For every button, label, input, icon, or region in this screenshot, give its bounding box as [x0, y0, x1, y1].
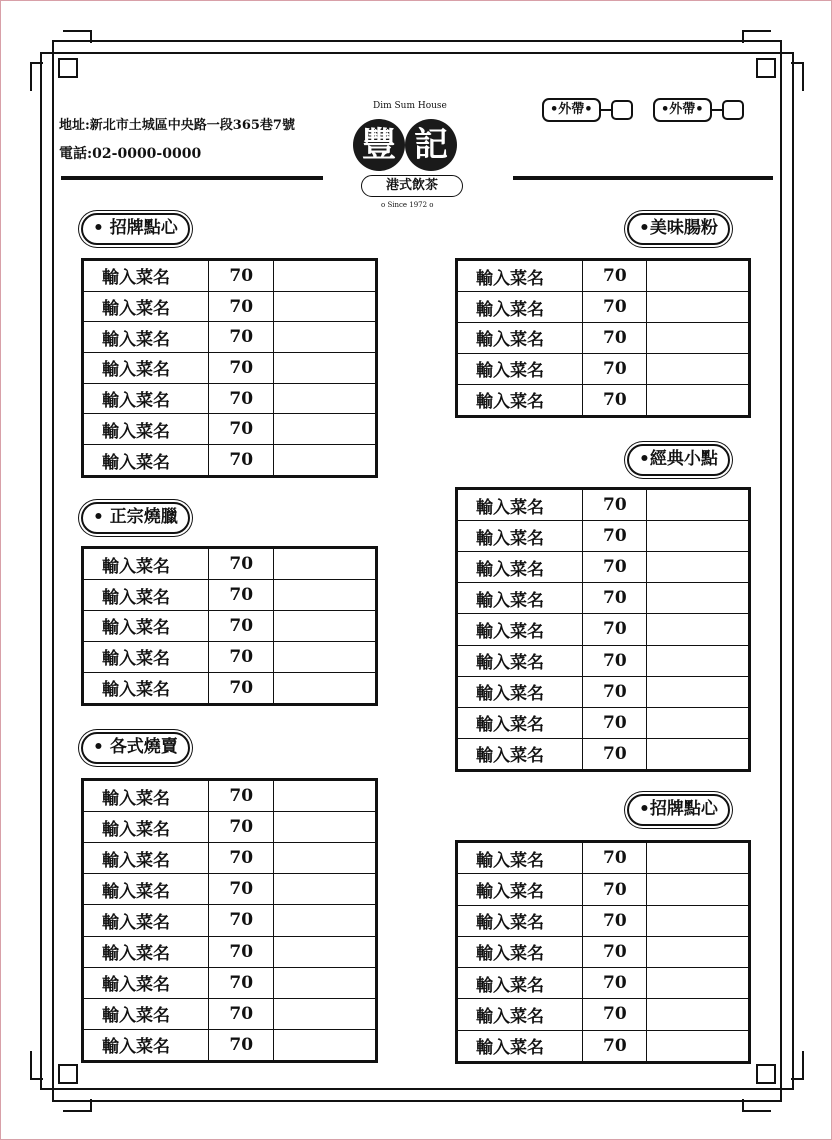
dish-name[interactable]: 輸入菜名	[83, 353, 209, 384]
dish-price[interactable]: 70	[582, 384, 646, 416]
dish-name[interactable]: 輸入菜名	[83, 260, 209, 292]
quantity-cell[interactable]	[274, 780, 377, 812]
dish-price[interactable]: 70	[582, 489, 646, 521]
dish-name[interactable]: 輸入菜名	[457, 842, 583, 874]
dish-price[interactable]: 70	[209, 905, 274, 936]
dish-name[interactable]: 輸入菜名	[457, 936, 583, 967]
quantity-cell[interactable]	[274, 291, 377, 322]
menu-row	[83, 414, 377, 445]
menu-row	[457, 1030, 750, 1062]
quantity-cell[interactable]	[647, 936, 750, 967]
menu-row	[457, 968, 750, 999]
menu-row	[83, 383, 377, 414]
logo-char-2: 記	[405, 119, 457, 171]
dish-name[interactable]: 輸入菜名	[457, 353, 583, 384]
dish-name[interactable]: 輸入菜名	[457, 707, 583, 738]
dish-price[interactable]: 70	[209, 580, 274, 611]
menu-row	[83, 580, 377, 611]
dish-name[interactable]: 輸入菜名	[457, 384, 583, 416]
dish-price[interactable]: 70	[209, 843, 274, 874]
dish-name[interactable]: 輸入菜名	[83, 580, 209, 611]
dish-name[interactable]: 輸入菜名	[457, 614, 583, 645]
quantity-cell[interactable]	[647, 614, 750, 645]
dish-price[interactable]: 70	[582, 707, 646, 738]
takeout-option-2[interactable]	[653, 98, 744, 122]
dish-name[interactable]: 輸入菜名	[83, 967, 209, 998]
dish-name[interactable]: 輸入菜名	[457, 874, 583, 905]
menu-table-classic-snacks	[455, 487, 751, 772]
dish-name[interactable]: 輸入菜名	[457, 552, 583, 583]
dish-price[interactable]: 70	[582, 999, 646, 1030]
dish-name[interactable]: 輸入菜名	[83, 445, 209, 477]
dish-price[interactable]: 70	[582, 323, 646, 354]
dish-price[interactable]: 70	[209, 445, 274, 477]
quantity-cell[interactable]	[274, 936, 377, 967]
connector	[601, 109, 611, 111]
dish-price[interactable]: 70	[582, 645, 646, 676]
section-title-classic-snacks: •經典小點	[627, 444, 730, 476]
takeout-checkbox[interactable]	[611, 100, 633, 120]
dish-name[interactable]: 輸入菜名	[83, 322, 209, 353]
logo-subtitle: 港式飲茶	[361, 175, 463, 197]
menu-row	[457, 614, 750, 645]
dish-price[interactable]: 70	[582, 583, 646, 614]
menu-row	[457, 936, 750, 967]
dish-price[interactable]: 70	[582, 905, 646, 936]
dish-name[interactable]: 輸入菜名	[457, 521, 583, 552]
menu-row	[457, 645, 750, 676]
menu-row	[83, 998, 377, 1029]
menu-row	[457, 738, 750, 770]
dish-name[interactable]: 輸入菜名	[83, 1029, 209, 1061]
menu-row	[457, 353, 750, 384]
quantity-cell[interactable]	[274, 905, 377, 936]
logo-char-1: 豐	[353, 119, 405, 171]
menu-row	[83, 874, 377, 905]
quantity-cell[interactable]	[274, 548, 377, 580]
dish-price[interactable]: 70	[582, 842, 646, 874]
dish-name[interactable]: 輸入菜名	[83, 905, 209, 936]
dish-price[interactable]: 70	[209, 353, 274, 384]
menu-row	[457, 842, 750, 874]
quantity-cell[interactable]	[647, 842, 750, 874]
dish-price[interactable]: 70	[582, 738, 646, 770]
connector	[712, 109, 722, 111]
menu-row	[457, 521, 750, 552]
dish-price[interactable]: 70	[209, 641, 274, 672]
quantity-cell[interactable]	[647, 645, 750, 676]
dish-name[interactable]: 輸入菜名	[83, 291, 209, 322]
dish-price[interactable]: 70	[582, 260, 646, 292]
dish-name[interactable]: 輸入菜名	[83, 874, 209, 905]
dish-name[interactable]: 輸入菜名	[457, 968, 583, 999]
dish-price[interactable]: 70	[209, 998, 274, 1029]
quantity-cell[interactable]	[274, 812, 377, 843]
dish-price[interactable]: 70	[582, 292, 646, 323]
dish-name[interactable]: 輸入菜名	[457, 676, 583, 707]
menu-row	[457, 292, 750, 323]
menu-row	[83, 291, 377, 322]
quantity-cell[interactable]	[647, 968, 750, 999]
dish-name[interactable]: 輸入菜名	[457, 583, 583, 614]
takeout-label: •外帶•	[542, 98, 601, 122]
menu-row	[457, 260, 750, 292]
dish-name[interactable]: 輸入菜名	[83, 843, 209, 874]
menu-row	[83, 780, 377, 812]
header-rule-left	[61, 176, 323, 180]
quantity-cell[interactable]	[647, 676, 750, 707]
dish-price[interactable]: 70	[209, 611, 274, 642]
dish-name[interactable]: 輸入菜名	[83, 672, 209, 704]
quantity-cell[interactable]	[274, 843, 377, 874]
menu-table-siumai	[81, 778, 378, 1063]
dish-price[interactable]: 70	[209, 260, 274, 292]
quantity-cell[interactable]	[647, 999, 750, 1030]
section-title-siumai: • 各式燒賣	[81, 732, 190, 764]
dish-price[interactable]: 70	[209, 967, 274, 998]
menu-row	[457, 999, 750, 1030]
dish-name[interactable]: 輸入菜名	[83, 780, 209, 812]
quantity-cell[interactable]	[274, 1029, 377, 1061]
menu-row	[457, 552, 750, 583]
dish-name[interactable]: 輸入菜名	[83, 998, 209, 1029]
section-title-bbq: • 正宗燒臘	[81, 502, 190, 534]
dish-name[interactable]: 輸入菜名	[83, 641, 209, 672]
dish-name[interactable]: 輸入菜名	[457, 260, 583, 292]
dish-price[interactable]: 70	[209, 1029, 274, 1061]
dish-name[interactable]: 輸入菜名	[83, 383, 209, 414]
logo-since: o Since 1972 o	[381, 201, 434, 209]
dish-price[interactable]: 70	[582, 676, 646, 707]
dish-price[interactable]: 70	[209, 414, 274, 445]
quantity-cell[interactable]	[274, 414, 377, 445]
quantity-cell[interactable]	[274, 383, 377, 414]
menu-row	[83, 641, 377, 672]
quantity-cell[interactable]	[647, 1030, 750, 1062]
menu-row	[83, 548, 377, 580]
dish-name[interactable]: 輸入菜名	[83, 414, 209, 445]
dish-name[interactable]: 輸入菜名	[457, 1030, 583, 1062]
menu-table-signature-dimsum	[81, 258, 378, 478]
takeout-option-1[interactable]	[542, 98, 633, 122]
section-title-rice-rolls: •美味腸粉	[627, 213, 730, 245]
menu-row	[83, 322, 377, 353]
dish-name[interactable]: 輸入菜名	[457, 738, 583, 770]
quantity-cell[interactable]	[647, 874, 750, 905]
dish-name[interactable]: 輸入菜名	[457, 999, 583, 1030]
menu-row	[457, 583, 750, 614]
dish-price[interactable]: 70	[209, 874, 274, 905]
menu-row	[457, 874, 750, 905]
quantity-cell[interactable]	[274, 967, 377, 998]
quantity-cell[interactable]	[274, 998, 377, 1029]
menu-row	[457, 676, 750, 707]
menu-row	[83, 445, 377, 477]
quantity-cell[interactable]	[274, 260, 377, 292]
dish-name[interactable]: 輸入菜名	[457, 292, 583, 323]
quantity-cell[interactable]	[647, 707, 750, 738]
takeout-checkbox[interactable]	[722, 100, 744, 120]
quantity-cell[interactable]	[647, 521, 750, 552]
quantity-cell[interactable]	[274, 641, 377, 672]
quantity-cell[interactable]	[647, 323, 750, 354]
dish-price[interactable]: 70	[582, 936, 646, 967]
quantity-cell[interactable]	[647, 292, 750, 323]
menu-table-rice-rolls	[455, 258, 751, 418]
restaurant-logo	[341, 97, 471, 217]
quantity-cell[interactable]	[647, 489, 750, 521]
menu-row	[457, 323, 750, 354]
dish-price[interactable]: 70	[582, 1030, 646, 1062]
quantity-cell[interactable]	[274, 874, 377, 905]
dish-price[interactable]: 70	[209, 936, 274, 967]
menu-row	[457, 905, 750, 936]
quantity-cell[interactable]	[647, 353, 750, 384]
dish-price[interactable]: 70	[582, 521, 646, 552]
menu-row	[457, 489, 750, 521]
quantity-cell[interactable]	[274, 353, 377, 384]
menu-row	[83, 1029, 377, 1061]
menu-row	[83, 353, 377, 384]
menu-row	[83, 611, 377, 642]
dish-price[interactable]: 70	[209, 322, 274, 353]
menu-row	[83, 812, 377, 843]
dish-price[interactable]: 70	[582, 968, 646, 999]
dish-price[interactable]: 70	[209, 291, 274, 322]
menu-row	[83, 936, 377, 967]
dish-price[interactable]: 70	[582, 353, 646, 384]
section-title-signature-dimsum-2: •招牌點心	[627, 794, 730, 826]
dish-name[interactable]: 輸入菜名	[457, 905, 583, 936]
dish-name[interactable]: 輸入菜名	[83, 936, 209, 967]
dish-price[interactable]: 70	[209, 672, 274, 704]
dish-price[interactable]: 70	[582, 874, 646, 905]
menu-row	[83, 260, 377, 292]
quantity-cell[interactable]	[274, 445, 377, 477]
header-rule-right	[513, 176, 773, 180]
logo-tagline: Dim Sum House	[373, 101, 447, 111]
quantity-cell[interactable]	[647, 583, 750, 614]
dish-name[interactable]: 輸入菜名	[457, 323, 583, 354]
dish-name[interactable]: 輸入菜名	[457, 645, 583, 676]
dish-name[interactable]: 輸入菜名	[83, 611, 209, 642]
dish-name[interactable]: 輸入菜名	[83, 548, 209, 580]
dish-price[interactable]: 70	[209, 548, 274, 580]
dish-price[interactable]: 70	[209, 780, 274, 812]
dish-name[interactable]: 輸入菜名	[457, 489, 583, 521]
quantity-cell[interactable]	[274, 672, 377, 704]
dish-price[interactable]: 70	[209, 383, 274, 414]
menu-table-signature-dimsum-2	[455, 840, 751, 1064]
menu-row	[83, 905, 377, 936]
menu-row	[457, 707, 750, 738]
dish-price[interactable]: 70	[209, 812, 274, 843]
menu-row	[457, 384, 750, 416]
menu-row	[83, 843, 377, 874]
dish-price[interactable]: 70	[582, 552, 646, 583]
dish-price[interactable]: 70	[582, 614, 646, 645]
phone-number: 電話:02-0000-0000	[59, 146, 202, 162]
quantity-cell[interactable]	[647, 260, 750, 292]
section-title-signature-dimsum: • 招牌點心	[81, 213, 190, 245]
menu-row	[83, 967, 377, 998]
quantity-cell[interactable]	[647, 905, 750, 936]
quantity-cell[interactable]	[647, 552, 750, 583]
address: 地址:新北市土城區中央路一段365巷7號	[59, 118, 295, 133]
quantity-cell[interactable]	[647, 384, 750, 416]
menu-table-bbq	[81, 546, 378, 706]
quantity-cell[interactable]	[274, 580, 377, 611]
quantity-cell[interactable]	[274, 611, 377, 642]
quantity-cell[interactable]	[647, 738, 750, 770]
dish-name[interactable]: 輸入菜名	[83, 812, 209, 843]
quantity-cell[interactable]	[274, 322, 377, 353]
takeout-label: •外帶•	[653, 98, 712, 122]
menu-row	[83, 672, 377, 704]
